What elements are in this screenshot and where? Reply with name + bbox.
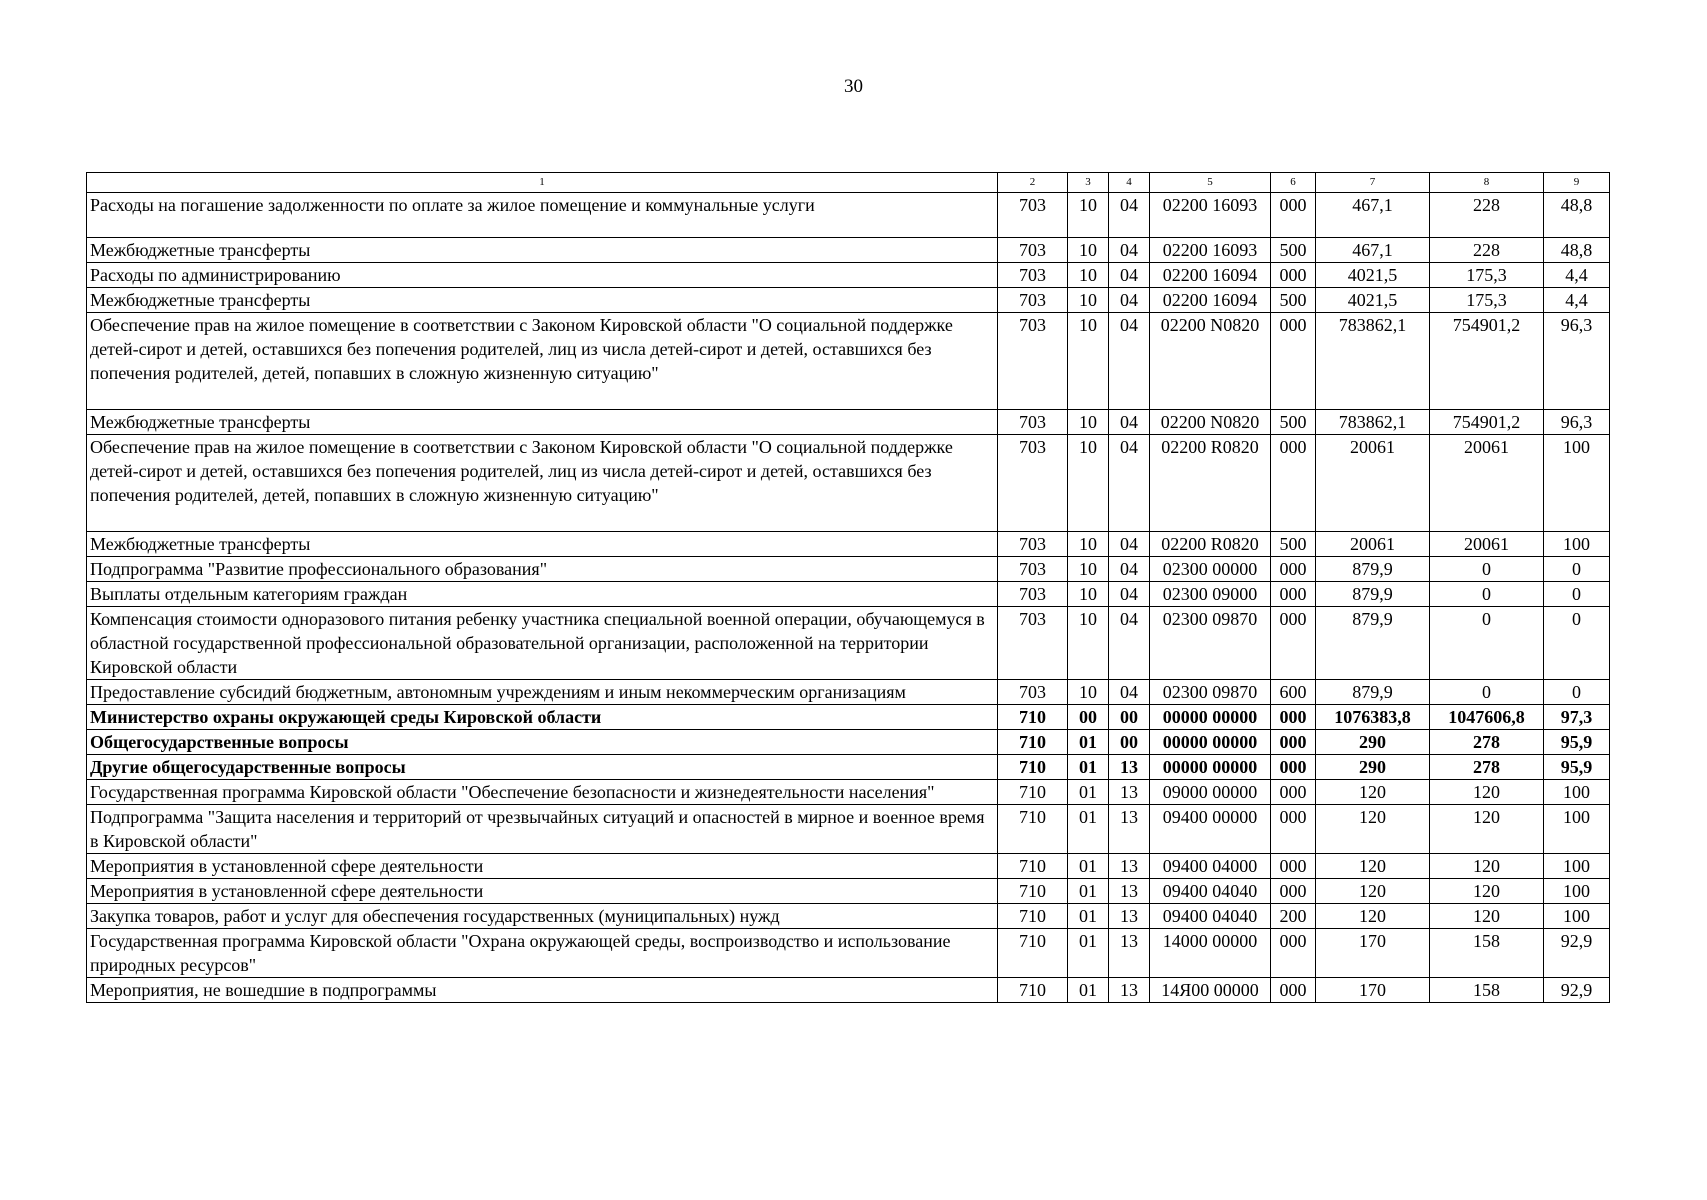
row-section: 01 [1068, 978, 1109, 1003]
row-expense-type: 000 [1271, 780, 1316, 805]
row-section: 10 [1068, 607, 1109, 680]
row-chapter: 703 [998, 557, 1068, 582]
row-subsection: 13 [1109, 755, 1150, 780]
table-row [87, 557, 1610, 582]
row-actual-amount: 120 [1430, 879, 1544, 904]
row-subsection: 04 [1109, 435, 1150, 532]
column-header: 4 [1109, 173, 1150, 193]
row-percent: 96,3 [1544, 410, 1610, 435]
row-expense-type: 000 [1271, 607, 1316, 680]
row-section: 00 [1068, 705, 1109, 730]
row-actual-amount: 158 [1430, 978, 1544, 1003]
row-name: Мероприятия в установленной сфере деятельности [87, 854, 998, 879]
row-actual-amount: 158 [1430, 929, 1544, 978]
row-subsection: 04 [1109, 288, 1150, 313]
row-section: 10 [1068, 680, 1109, 705]
row-chapter: 710 [998, 929, 1068, 978]
row-target-article: 02200 16093 [1150, 238, 1271, 263]
row-subsection: 04 [1109, 410, 1150, 435]
row-chapter: 710 [998, 879, 1068, 904]
row-percent: 0 [1544, 607, 1610, 680]
row-name: Расходы по администрированию [87, 263, 998, 288]
row-chapter: 703 [998, 193, 1068, 238]
row-percent: 100 [1544, 780, 1610, 805]
row-target-article: 02200 16094 [1150, 288, 1271, 313]
row-subsection: 13 [1109, 904, 1150, 929]
row-expense-type: 500 [1271, 238, 1316, 263]
row-target-article: 02200 16094 [1150, 263, 1271, 288]
row-section: 01 [1068, 904, 1109, 929]
row-planned-amount: 20061 [1316, 435, 1430, 532]
row-actual-amount: 20061 [1430, 532, 1544, 557]
column-header: 6 [1271, 173, 1316, 193]
row-expense-type: 500 [1271, 532, 1316, 557]
row-target-article: 02200 R0820 [1150, 435, 1271, 532]
row-actual-amount: 120 [1430, 805, 1544, 854]
header-row [87, 173, 1610, 193]
row-actual-amount: 20061 [1430, 435, 1544, 532]
row-actual-amount: 228 [1430, 238, 1544, 263]
row-subsection: 04 [1109, 238, 1150, 263]
table-row [87, 238, 1610, 263]
budget-table [86, 172, 1610, 1003]
row-target-article: 02200 16093 [1150, 193, 1271, 238]
row-actual-amount: 1047606,8 [1430, 705, 1544, 730]
row-section: 01 [1068, 730, 1109, 755]
row-chapter: 703 [998, 532, 1068, 557]
row-percent: 48,8 [1544, 238, 1610, 263]
row-expense-type: 000 [1271, 879, 1316, 904]
table-row [87, 780, 1610, 805]
row-section: 10 [1068, 193, 1109, 238]
row-percent: 95,9 [1544, 755, 1610, 780]
row-target-article: 02300 09870 [1150, 607, 1271, 680]
row-target-article: 02200 N0820 [1150, 313, 1271, 410]
row-target-article: 00000 00000 [1150, 705, 1271, 730]
row-planned-amount: 20061 [1316, 532, 1430, 557]
row-subsection: 04 [1109, 680, 1150, 705]
row-target-article: 09400 04000 [1150, 854, 1271, 879]
row-chapter: 710 [998, 978, 1068, 1003]
row-subsection: 13 [1109, 978, 1150, 1003]
row-name: Предоставление субсидий бюджетным, автономным учреждениям и иным некоммерческим организациям [87, 680, 998, 705]
row-section: 01 [1068, 755, 1109, 780]
row-subsection: 04 [1109, 263, 1150, 288]
row-percent: 95,9 [1544, 730, 1610, 755]
row-chapter: 703 [998, 435, 1068, 532]
row-planned-amount: 4021,5 [1316, 263, 1430, 288]
table-row [87, 755, 1610, 780]
row-percent: 0 [1544, 557, 1610, 582]
row-name: Межбюджетные трансферты [87, 532, 998, 557]
row-actual-amount: 120 [1430, 904, 1544, 929]
row-name: Подпрограмма "Защита населения и территорий от чрезвычайных ситуаций и опасностей в мирное и военное время в Кировской области" [87, 805, 998, 854]
row-actual-amount: 0 [1430, 557, 1544, 582]
row-planned-amount: 783862,1 [1316, 313, 1430, 410]
column-header: 5 [1150, 173, 1271, 193]
table-row [87, 854, 1610, 879]
row-section: 01 [1068, 780, 1109, 805]
row-section: 10 [1068, 238, 1109, 263]
row-percent: 100 [1544, 805, 1610, 854]
row-target-article: 02200 R0820 [1150, 532, 1271, 557]
row-planned-amount: 879,9 [1316, 557, 1430, 582]
row-expense-type: 500 [1271, 288, 1316, 313]
row-planned-amount: 1076383,8 [1316, 705, 1430, 730]
row-section: 10 [1068, 288, 1109, 313]
row-actual-amount: 754901,2 [1430, 313, 1544, 410]
row-target-article: 09400 00000 [1150, 805, 1271, 854]
row-actual-amount: 278 [1430, 730, 1544, 755]
row-name: Министерство охраны окружающей среды Кировской области [87, 705, 998, 730]
table-row [87, 607, 1610, 680]
row-planned-amount: 170 [1316, 978, 1430, 1003]
page-number: 30 [844, 76, 863, 97]
row-section: 10 [1068, 263, 1109, 288]
table-row [87, 680, 1610, 705]
row-target-article: 02300 09000 [1150, 582, 1271, 607]
row-name: Межбюджетные трансферты [87, 238, 998, 263]
row-subsection: 04 [1109, 313, 1150, 410]
row-section: 01 [1068, 854, 1109, 879]
row-subsection: 13 [1109, 929, 1150, 978]
row-name: Закупка товаров, работ и услуг для обеспечения государственных (муниципальных) нужд [87, 904, 998, 929]
row-target-article: 02300 00000 [1150, 557, 1271, 582]
row-chapter: 710 [998, 730, 1068, 755]
row-name: Подпрограмма "Развитие профессионального образования" [87, 557, 998, 582]
table-row [87, 435, 1610, 532]
row-expense-type: 000 [1271, 313, 1316, 410]
row-planned-amount: 290 [1316, 755, 1430, 780]
row-expense-type: 000 [1271, 557, 1316, 582]
table-row [87, 582, 1610, 607]
row-chapter: 703 [998, 607, 1068, 680]
row-expense-type: 000 [1271, 854, 1316, 879]
row-name: Мероприятия, не вошедшие в подпрограммы [87, 978, 998, 1003]
row-target-article: 00000 00000 [1150, 755, 1271, 780]
row-target-article: 02300 09870 [1150, 680, 1271, 705]
row-planned-amount: 879,9 [1316, 582, 1430, 607]
row-expense-type: 000 [1271, 929, 1316, 978]
row-expense-type: 000 [1271, 805, 1316, 854]
row-percent: 4,4 [1544, 288, 1610, 313]
row-chapter: 710 [998, 705, 1068, 730]
row-name: Государственная программа Кировской области "Охрана окружающей среды, воспроизводство и использование природных ресурсов" [87, 929, 998, 978]
row-target-article: 09000 00000 [1150, 780, 1271, 805]
row-name: Мероприятия в установленной сфере деятельности [87, 879, 998, 904]
row-section: 01 [1068, 879, 1109, 904]
row-chapter: 703 [998, 263, 1068, 288]
row-chapter: 710 [998, 904, 1068, 929]
row-percent: 4,4 [1544, 263, 1610, 288]
row-percent: 97,3 [1544, 705, 1610, 730]
row-subsection: 13 [1109, 780, 1150, 805]
row-planned-amount: 120 [1316, 805, 1430, 854]
row-actual-amount: 120 [1430, 780, 1544, 805]
table-row [87, 263, 1610, 288]
column-header: 9 [1544, 173, 1610, 193]
row-expense-type: 000 [1271, 705, 1316, 730]
row-percent: 92,9 [1544, 978, 1610, 1003]
row-expense-type: 000 [1271, 193, 1316, 238]
table-row [87, 978, 1610, 1003]
row-target-article: 02200 N0820 [1150, 410, 1271, 435]
row-subsection: 04 [1109, 607, 1150, 680]
row-actual-amount: 0 [1430, 582, 1544, 607]
table-row [87, 929, 1610, 978]
row-subsection: 04 [1109, 193, 1150, 238]
row-expense-type: 000 [1271, 582, 1316, 607]
row-subsection: 13 [1109, 879, 1150, 904]
row-chapter: 703 [998, 288, 1068, 313]
row-percent: 48,8 [1544, 193, 1610, 238]
row-percent: 100 [1544, 435, 1610, 532]
column-header: 1 [87, 173, 998, 193]
row-expense-type: 000 [1271, 978, 1316, 1003]
row-name: Другие общегосударственные вопросы [87, 755, 998, 780]
row-section: 10 [1068, 410, 1109, 435]
table-row [87, 410, 1610, 435]
row-percent: 100 [1544, 532, 1610, 557]
table-row [87, 288, 1610, 313]
row-subsection: 00 [1109, 730, 1150, 755]
row-target-article: 09400 04040 [1150, 879, 1271, 904]
row-planned-amount: 170 [1316, 929, 1430, 978]
row-chapter: 710 [998, 755, 1068, 780]
row-subsection: 04 [1109, 557, 1150, 582]
row-expense-type: 000 [1271, 435, 1316, 532]
row-expense-type: 000 [1271, 263, 1316, 288]
row-chapter: 703 [998, 582, 1068, 607]
row-chapter: 703 [998, 313, 1068, 410]
row-planned-amount: 120 [1316, 780, 1430, 805]
row-expense-type: 000 [1271, 730, 1316, 755]
row-percent: 0 [1544, 582, 1610, 607]
row-planned-amount: 4021,5 [1316, 288, 1430, 313]
row-percent: 96,3 [1544, 313, 1610, 410]
row-planned-amount: 783862,1 [1316, 410, 1430, 435]
row-name: Обеспечение прав на жилое помещение в соответствии с Законом Кировской области "О социальной поддержке детей-сирот и детей, оставшихся без попечения родителей, лиц из числа детей-сирот и детей, оставшихся без попечения родителей, детей, попавших в сложную жизненную ситуацию" [87, 435, 998, 532]
row-section: 10 [1068, 557, 1109, 582]
row-percent: 92,9 [1544, 929, 1610, 978]
row-section: 01 [1068, 805, 1109, 854]
row-section: 10 [1068, 435, 1109, 532]
table-row [87, 193, 1610, 238]
row-subsection: 04 [1109, 582, 1150, 607]
row-subsection: 04 [1109, 532, 1150, 557]
column-header: 3 [1068, 173, 1109, 193]
row-percent: 100 [1544, 879, 1610, 904]
row-actual-amount: 175,3 [1430, 288, 1544, 313]
table-body [87, 193, 1610, 1003]
row-actual-amount: 228 [1430, 193, 1544, 238]
row-planned-amount: 879,9 [1316, 607, 1430, 680]
row-name: Обеспечение прав на жилое помещение в соответствии с Законом Кировской области "О социальной поддержке детей-сирот и детей, оставшихся без попечения родителей, лиц из числа детей-сирот и детей, оставшихся без попечения родителей, детей, попавших в сложную жизненную ситуацию" [87, 313, 998, 410]
column-header: 2 [998, 173, 1068, 193]
row-planned-amount: 120 [1316, 854, 1430, 879]
row-planned-amount: 120 [1316, 879, 1430, 904]
row-planned-amount: 467,1 [1316, 238, 1430, 263]
row-subsection: 13 [1109, 805, 1150, 854]
row-percent: 100 [1544, 854, 1610, 879]
row-planned-amount: 290 [1316, 730, 1430, 755]
row-subsection: 13 [1109, 854, 1150, 879]
row-section: 10 [1068, 532, 1109, 557]
row-chapter: 710 [998, 805, 1068, 854]
row-name: Компенсация стоимости одноразового питания ребенку участника специальной военной операции, обучающемуся в областной государственной профессиональной образовательной организации, расположенной на территории Кировской области [87, 607, 998, 680]
row-chapter: 703 [998, 238, 1068, 263]
row-actual-amount: 120 [1430, 854, 1544, 879]
table-row [87, 705, 1610, 730]
row-actual-amount: 175,3 [1430, 263, 1544, 288]
row-target-article: 09400 04040 [1150, 904, 1271, 929]
column-header: 8 [1430, 173, 1544, 193]
table-row [87, 904, 1610, 929]
row-name: Выплаты отдельным категориям граждан [87, 582, 998, 607]
row-planned-amount: 120 [1316, 904, 1430, 929]
row-expense-type: 600 [1271, 680, 1316, 705]
row-target-article: 14Я00 00000 [1150, 978, 1271, 1003]
row-name: Межбюджетные трансферты [87, 288, 998, 313]
table-row [87, 730, 1610, 755]
table-row [87, 532, 1610, 557]
row-percent: 100 [1544, 904, 1610, 929]
row-chapter: 703 [998, 410, 1068, 435]
row-chapter: 710 [998, 854, 1068, 879]
table-row [87, 879, 1610, 904]
row-section: 10 [1068, 313, 1109, 410]
row-name: Общегосударственные вопросы [87, 730, 998, 755]
row-section: 01 [1068, 929, 1109, 978]
table-row [87, 313, 1610, 410]
row-name: Расходы на погашение задолженности по оплате за жилое помещение и коммунальные услуги [87, 193, 998, 238]
row-target-article: 00000 00000 [1150, 730, 1271, 755]
column-header: 7 [1316, 173, 1430, 193]
row-expense-type: 500 [1271, 410, 1316, 435]
row-chapter: 710 [998, 780, 1068, 805]
row-percent: 0 [1544, 680, 1610, 705]
row-subsection: 00 [1109, 705, 1150, 730]
row-planned-amount: 879,9 [1316, 680, 1430, 705]
row-chapter: 703 [998, 680, 1068, 705]
row-actual-amount: 0 [1430, 680, 1544, 705]
row-expense-type: 200 [1271, 904, 1316, 929]
row-actual-amount: 278 [1430, 755, 1544, 780]
row-target-article: 14000 00000 [1150, 929, 1271, 978]
row-actual-amount: 0 [1430, 607, 1544, 680]
row-actual-amount: 754901,2 [1430, 410, 1544, 435]
row-expense-type: 000 [1271, 755, 1316, 780]
row-name: Межбюджетные трансферты [87, 410, 998, 435]
row-planned-amount: 467,1 [1316, 193, 1430, 238]
row-section: 10 [1068, 582, 1109, 607]
row-name: Государственная программа Кировской области "Обеспечение безопасности и жизнедеятельности населения" [87, 780, 998, 805]
table-row [87, 805, 1610, 854]
